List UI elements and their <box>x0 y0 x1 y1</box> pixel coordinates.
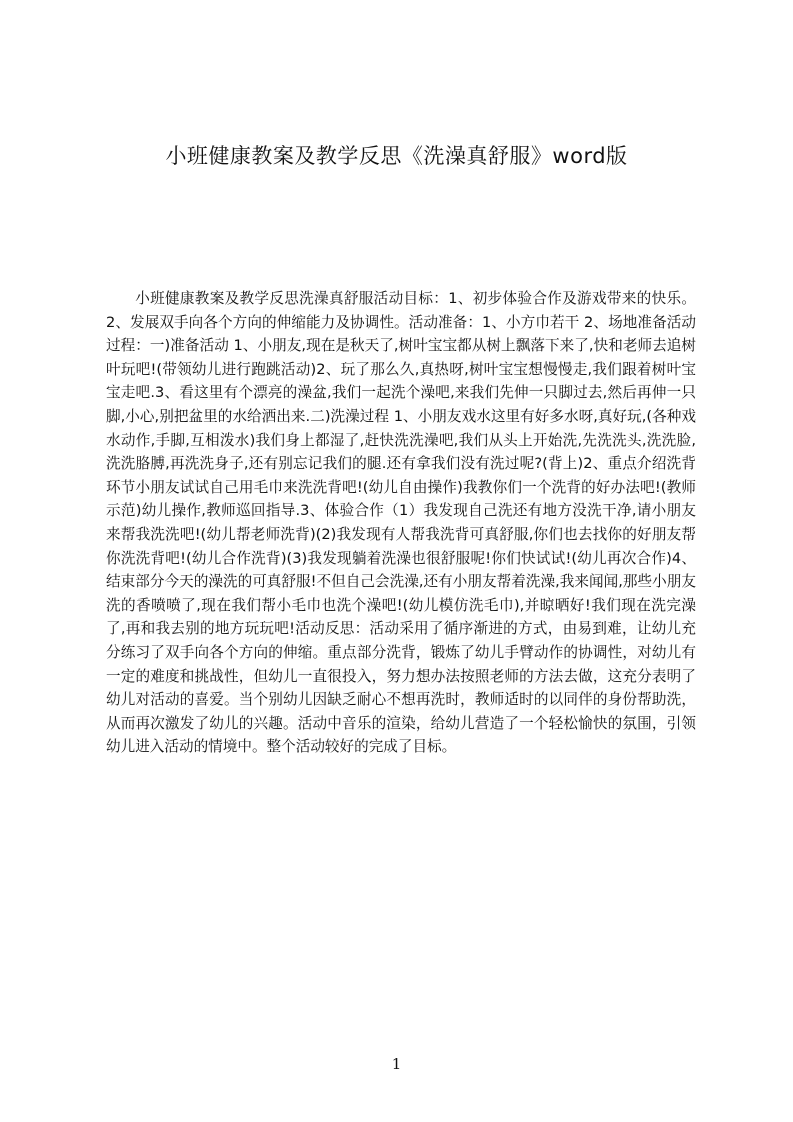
document-body: 小班健康教案及教学反思洗澡真舒服活动目标：1、初步体验合作及游戏带来的快乐。2、发展双手向各个方向的伸缩能力及协调性。活动准备：1、小方巾若干 2、场地准备活动过程：一)准备活动 1、小朋友,现在是秋天了,树叶宝宝都从树上飘落下来了,快和老师去追树叶玩吧!(带领幼儿进行跑跳活动)2、玩了那么久,真热呀,树叶宝宝想慢慢走,我们跟着树叶宝宝走吧.3、看这里有个漂亮的澡盆,我们一起洗个澡吧,来我们先伸一只脚过去,然后再伸一只脚,小心,别把盆里的水给洒出来.二)洗澡过程 1、小朋友戏水这里有好多水呀,真好玩,(各种戏水动作,手脚,互相泼水)我们身上都湿了,赶快洗洗澡吧,我们从头上开始洗,先洗洗头,洗洗脸,洗洗胳膊,再洗洗身子,还有别忘记我们的腿.还有拿我们没有洗过呢?(背上)2、重点介绍洗背环节小朋友试试自己用毛巾来洗洗背吧!(幼儿自由操作)我教你们一个洗背的好办法吧!(教师示范)幼儿操作,教师巡回指导.3、体验合作（1）我发现自己洗还有地方没洗干净,请小朋友来帮我洗洗吧!(幼儿帮老师洗背)(2)我发现有人帮我洗背可真舒服,你们也去找你的好朋友帮你洗洗背吧!(幼儿合作洗背)(3)我发现躺着洗澡也很舒服呢!你们快试试!(幼儿再次合作)4、结束部分今天的澡洗的可真舒服!不但自己会洗澡,还有小朋友帮着洗澡,我来闻闻,那些小朋友洗的香喷喷了,现在我们帮小毛巾也洗个澡吧!(幼儿模仿洗毛巾),并晾晒好!我们现在洗完澡了,再和我去别的地方玩玩吧!活动反思：活动采用了循序渐进的方式，由易到难，让幼儿充分练习了双手向各个方向的伸缩。重点部分洗背，锻炼了幼儿手臂动作的协调性，对幼儿有一定的难度和挑战性，但幼儿一直很投入，努力想办法按照老师的方法去做，这充分表明了幼儿对活动的喜爱。当个别幼儿因缺乏耐心不想再洗时，教师适时的以同伴的身份帮助洗，从而再次激发了幼儿的兴趣。活动中音乐的渲染，给幼儿营造了一个轻松愉快的氛围，引领幼儿进入活动的情境中。整个活动较好的完成了目标。 <box>106 290 696 756</box>
document-title: 小班健康教案及教学反思《洗澡真舒服》word版 <box>165 144 628 168</box>
page-number: 1 <box>391 1055 402 1073</box>
